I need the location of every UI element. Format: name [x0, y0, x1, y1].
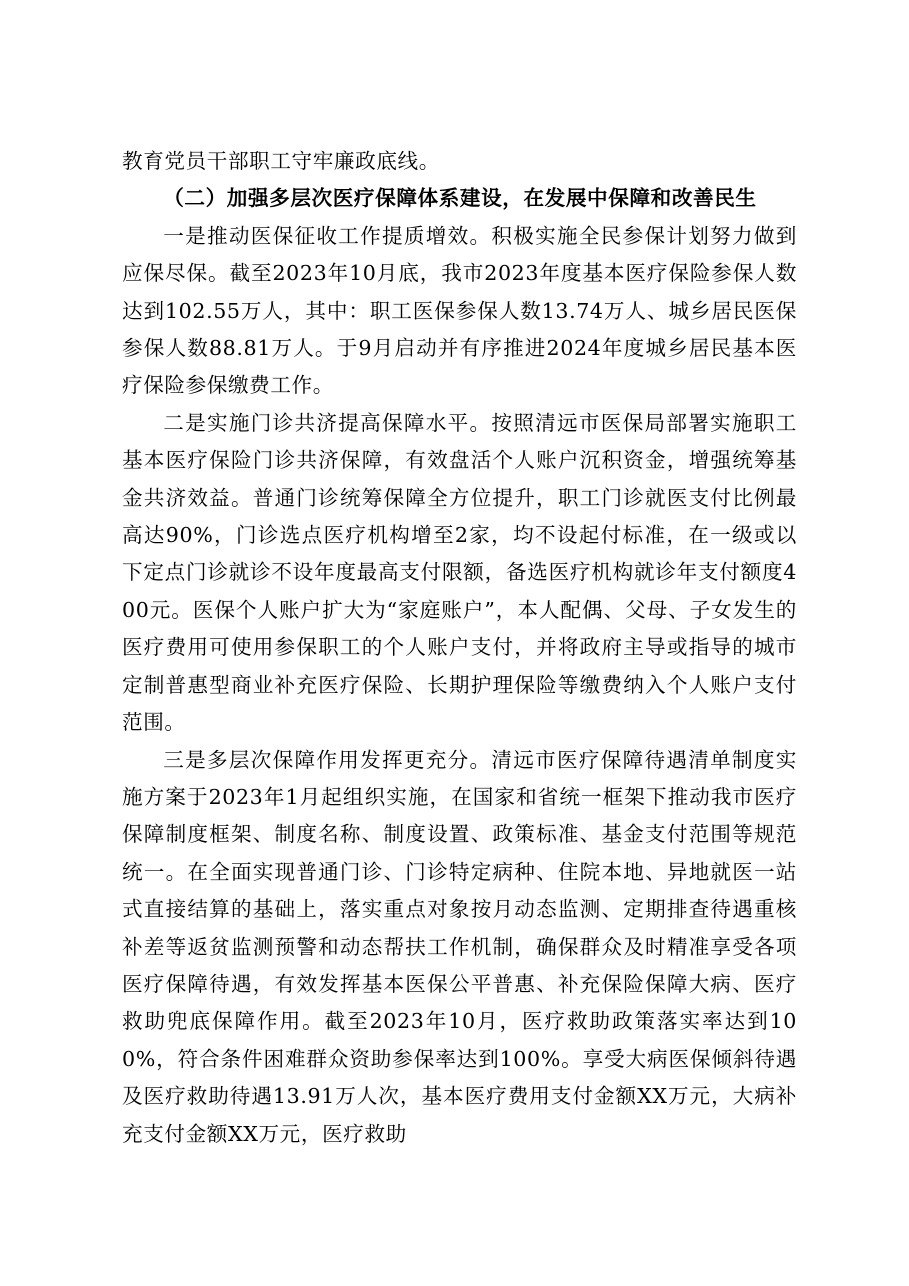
paragraph-insurance-collection: 一是推动医保征收工作提质增效。积极实施全民参保计划努力做到应保尽保。截至2023年10月底，我市2023年度基本医疗保险参保人数达到102.55万人，其中：职工医保参保人数13.74万人、城乡居民医保参保人数88.81万人。于9月启动并有序推进2024年度城乡居民基本医疗保险参保缴费工作。 [122, 223, 797, 398]
paragraph-multilevel-protection: 三是多层次保障作用发挥更充分。清远市医疗保障待遇清单制度实施方案于2023年1月起组织实施，在国家和省统一框架下推动我市医疗保障制度框架、制度名称、制度设置、政策标准、基金支付范围等规范统一。在全面实现普通门诊、门诊特定病种、住院本地、异地就医一站式直接结算的基础上，落实重点对象按月动态监测、定期排查待遇重核补差等返贫监测预警和动态帮扶工作机制，确保群众及时精准享受各项医疗保障待遇，有效发挥基本医保公平普惠、补充保险保障大病、医疗救助兜底保障作用。截至2023年10月，医疗救助政策落实率达到100%，符合条件困难群众资助参保率达到100%。享受大病医保倾斜待遇及医疗救助待遇13.91万人次，基本医疗费用支付金额XX万元，大病补充支付金额XX万元，医疗救助 [122, 747, 797, 1146]
section-heading: （二）加强多层次医疗保障体系建设，在发展中保障和改善民生 [163, 186, 757, 211]
document-body [122, 143, 797, 1153]
lead-line: 教育党员干部职工守牢廉政底线。 [122, 149, 440, 173]
paragraph-outpatient-mutual-aid: 二是实施门诊共济提高保障水平。按照清远市医保局部署实施职工基本医疗保险门诊共济保障，有效盘活个人账户沉积资金，增强统筹基金共济效益。普通门诊统筹保障全方位提升，职工门诊就医支付比例最高达90%，门诊选点医疗机构增至2家，均不设起付标准，在一级或以下定点门诊就诊不设年度最高支付限额，备选医疗机构就诊年支付额度400元。医保个人账户扩大为“家庭账户”，本人配偶、父母、子女发生的医疗费用可使用参保职工的个人账户支付，并将政府主导或指导的城市定制普惠型商业补充医疗保险、长期护理保险等缴费纳入个人账户支付范围。 [122, 410, 797, 735]
